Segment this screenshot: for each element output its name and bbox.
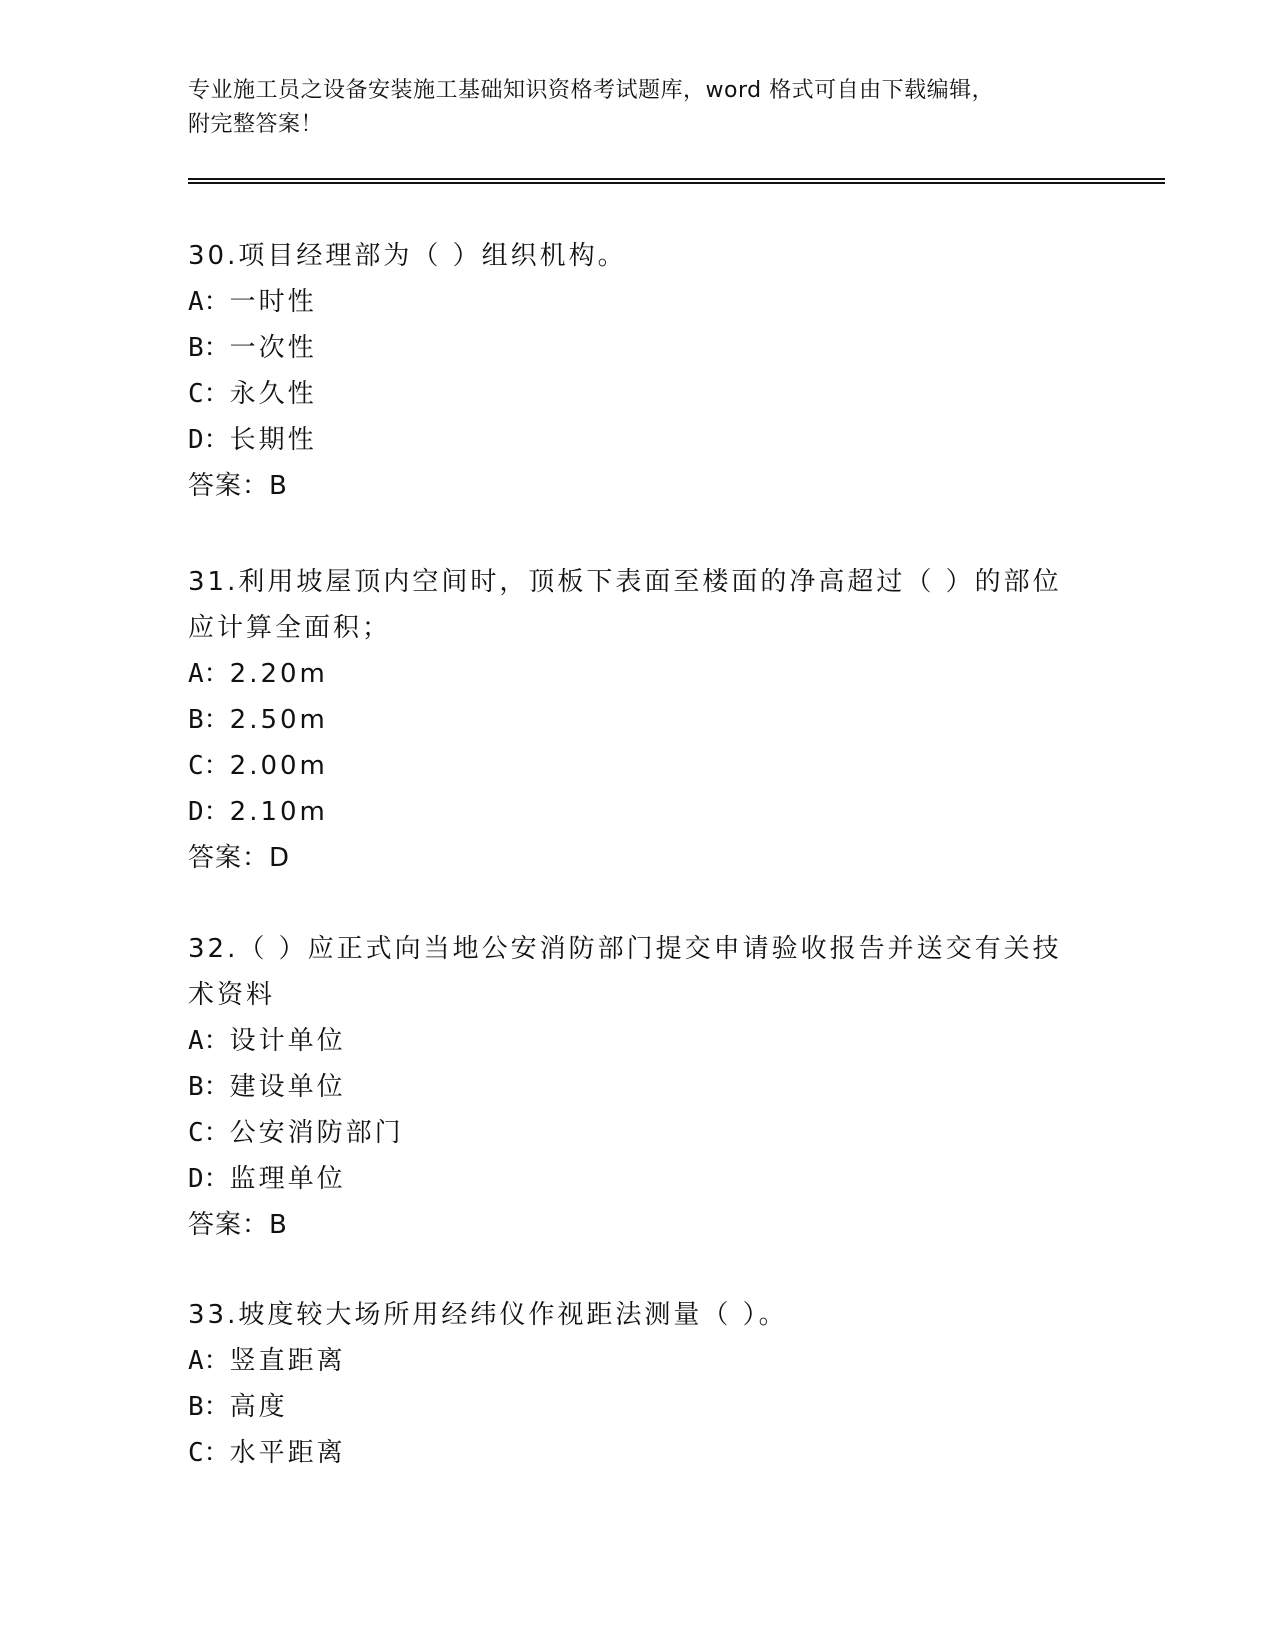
header-line-2: 附完整答案！ xyxy=(188,112,324,137)
option-text: 设计单位 xyxy=(229,1026,346,1056)
question-30 xyxy=(188,233,1068,509)
option-key: A： xyxy=(188,1346,230,1376)
question-31 xyxy=(188,559,1068,881)
option-text: 2.20m xyxy=(229,659,328,689)
option-key: B： xyxy=(188,1072,230,1102)
option-key: C： xyxy=(188,751,230,781)
question-32 xyxy=(188,926,1068,1248)
option-text: 高度 xyxy=(229,1392,288,1422)
option-key: A： xyxy=(188,659,230,689)
option-text: 建设单位 xyxy=(229,1072,346,1102)
option-key: C： xyxy=(188,1438,230,1468)
option-c xyxy=(188,1430,1068,1476)
option-d xyxy=(188,1156,1068,1202)
option-text: 竖直距离 xyxy=(229,1346,346,1376)
option-a xyxy=(188,1338,1068,1384)
question-text: 31.利用坡屋顶内空间时，顶板下表面至楼面的净高超过（ ）的部位应计算全面积； xyxy=(188,567,1062,643)
option-text: 公安消防部门 xyxy=(229,1118,404,1148)
answer-line: 答案：D xyxy=(188,843,291,873)
option-text: 长期性 xyxy=(229,425,317,455)
option-key: B： xyxy=(188,705,230,735)
option-text: 监理单位 xyxy=(229,1164,346,1194)
question-text: 33.坡度较大场所用经纬仪作视距法测量（ ）。 xyxy=(188,1300,788,1330)
option-text: 2.00m xyxy=(229,751,328,781)
option-b xyxy=(188,1064,1068,1110)
option-b xyxy=(188,325,1068,371)
option-c xyxy=(188,1110,1068,1156)
option-d xyxy=(188,417,1068,463)
option-text: 一次性 xyxy=(229,333,317,363)
option-text: 永久性 xyxy=(229,379,317,409)
option-key: D： xyxy=(188,1164,230,1194)
option-key: B： xyxy=(188,333,230,363)
option-b xyxy=(188,1384,1068,1430)
option-d xyxy=(188,789,1068,835)
answer-line: 答案：B xyxy=(188,1210,288,1240)
option-text: 2.50m xyxy=(229,705,328,735)
option-key: A： xyxy=(188,287,230,317)
option-c xyxy=(188,371,1068,417)
answer-line: 答案：B xyxy=(188,471,288,501)
header-line-1: 专业施工员之设备安装施工基础知识资格考试题库，word 格式可自由下载编辑， xyxy=(188,78,995,103)
option-key: C： xyxy=(188,379,230,409)
question-33 xyxy=(188,1292,1068,1476)
option-a xyxy=(188,651,1068,697)
option-key: D： xyxy=(188,425,230,455)
option-text: 2.10m xyxy=(229,797,328,827)
option-text: 一时性 xyxy=(229,287,317,317)
option-key: B： xyxy=(188,1392,230,1422)
option-c xyxy=(188,743,1068,789)
option-key: A： xyxy=(188,1026,230,1056)
option-key: D： xyxy=(188,797,230,827)
option-a xyxy=(188,1018,1068,1064)
header-double-rule xyxy=(188,178,1165,184)
question-text: 32.（ ）应正式向当地公安消防部门提交申请验收报告并送交有关技术资料 xyxy=(188,934,1062,1010)
option-b xyxy=(188,697,1068,743)
option-text: 水平距离 xyxy=(229,1438,346,1468)
question-text: 30.项目经理部为（ ）组织机构。 xyxy=(188,241,627,271)
document-header xyxy=(188,74,1088,142)
option-a xyxy=(188,279,1068,325)
option-key: C： xyxy=(188,1118,230,1148)
